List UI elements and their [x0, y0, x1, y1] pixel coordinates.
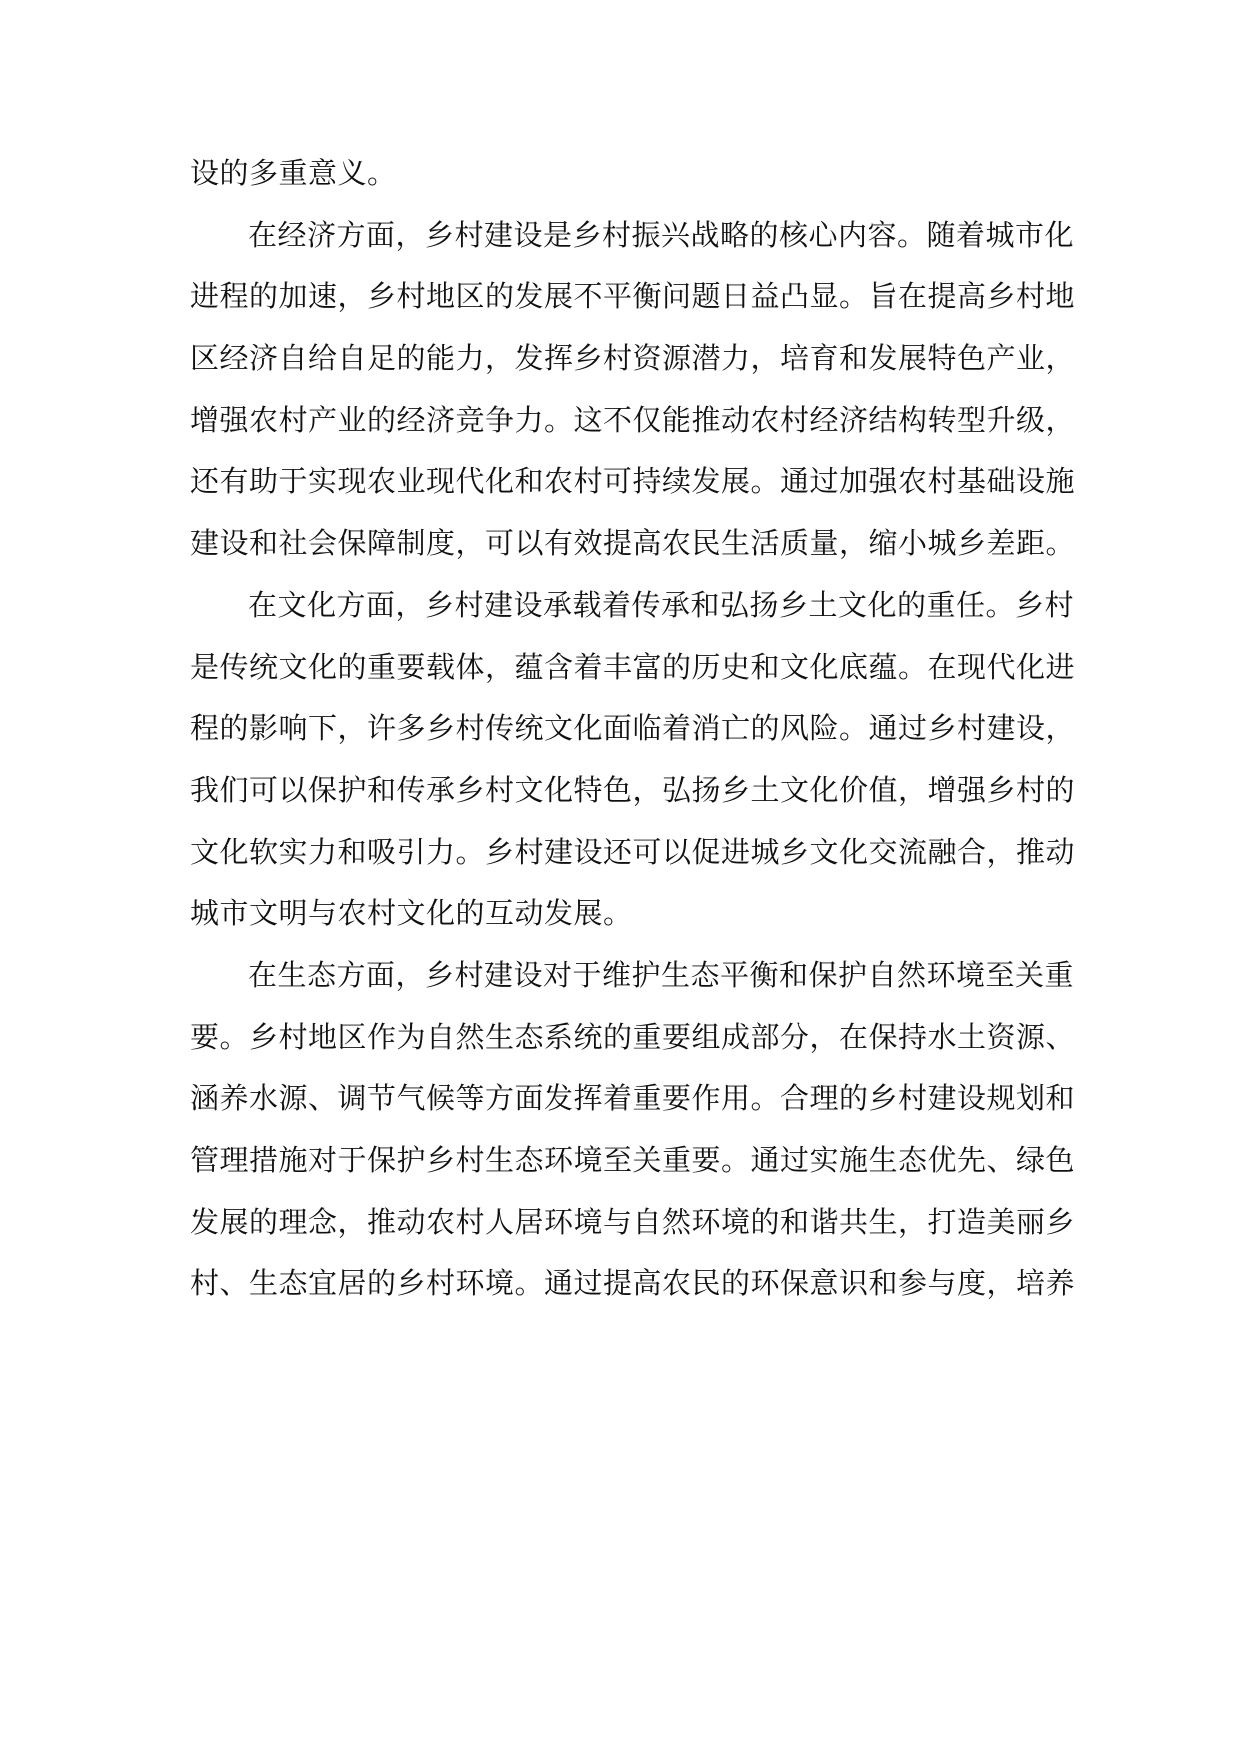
paragraph-start-line: 在文化方面，乡村建设承载着传承和弘扬乡土文化的重任。乡村	[248, 587, 1075, 622]
text-line: 文化软实力和吸引力。乡村建设还可以促进城乡文化交流融合，推动	[190, 834, 1076, 869]
text-line: 还有助于实现农业现代化和农村可持续发展。通过加强农村基础设施	[190, 464, 1076, 499]
text-line: 设的多重意义。	[190, 156, 397, 190]
text-line: 建设和社会保障制度，可以有效提高农民生活质量，缩小城乡差距。	[190, 526, 1076, 561]
text-line: 村、生态宜居的乡村环境。通过提高农民的环保意识和参与度，培养	[190, 1266, 1076, 1301]
text-line: 区经济自给自足的能力，发挥乡村资源潜力，培育和发展特色产业，	[190, 341, 1076, 376]
document-body	[190, 143, 1076, 1315]
text-line: 城市文明与农村文化的互动发展。	[190, 896, 633, 931]
text-line: 要。乡村地区作为自然生态系统的重要组成部分，在保持水土资源、	[190, 1019, 1076, 1054]
paragraph-start-line: 在经济方面，乡村建设是乡村振兴战略的核心内容。随着城市化	[248, 217, 1075, 252]
text-line: 涵养水源、调节气候等方面发挥着重要作用。合理的乡村建设规划和	[190, 1081, 1076, 1116]
text-line: 程的影响下，许多乡村传统文化面临着消亡的风险。通过乡村建设，	[190, 711, 1076, 746]
text-line: 发展的理念，推动农村人居环境与自然环境的和谐共生，打造美丽乡	[190, 1204, 1076, 1239]
paragraph-start-line: 在生态方面，乡村建设对于维护生态平衡和保护自然环境至关重	[248, 957, 1075, 992]
text-line: 增强农村产业的经济竞争力。这不仅能推动农村经济结构转型升级，	[190, 402, 1076, 437]
text-line: 进程的加速，乡村地区的发展不平衡问题日益凸显。旨在提高乡村地	[190, 279, 1076, 314]
text-line: 管理措施对于保护乡村生态环境至关重要。通过实施生态优先、绿色	[190, 1143, 1076, 1177]
text-line: 是传统文化的重要载体，蕴含着丰富的历史和文化底蕴。在现代化进	[190, 649, 1076, 684]
text-line: 我们可以保护和传承乡村文化特色，弘扬乡土文化价值，增强乡村的	[190, 772, 1076, 807]
